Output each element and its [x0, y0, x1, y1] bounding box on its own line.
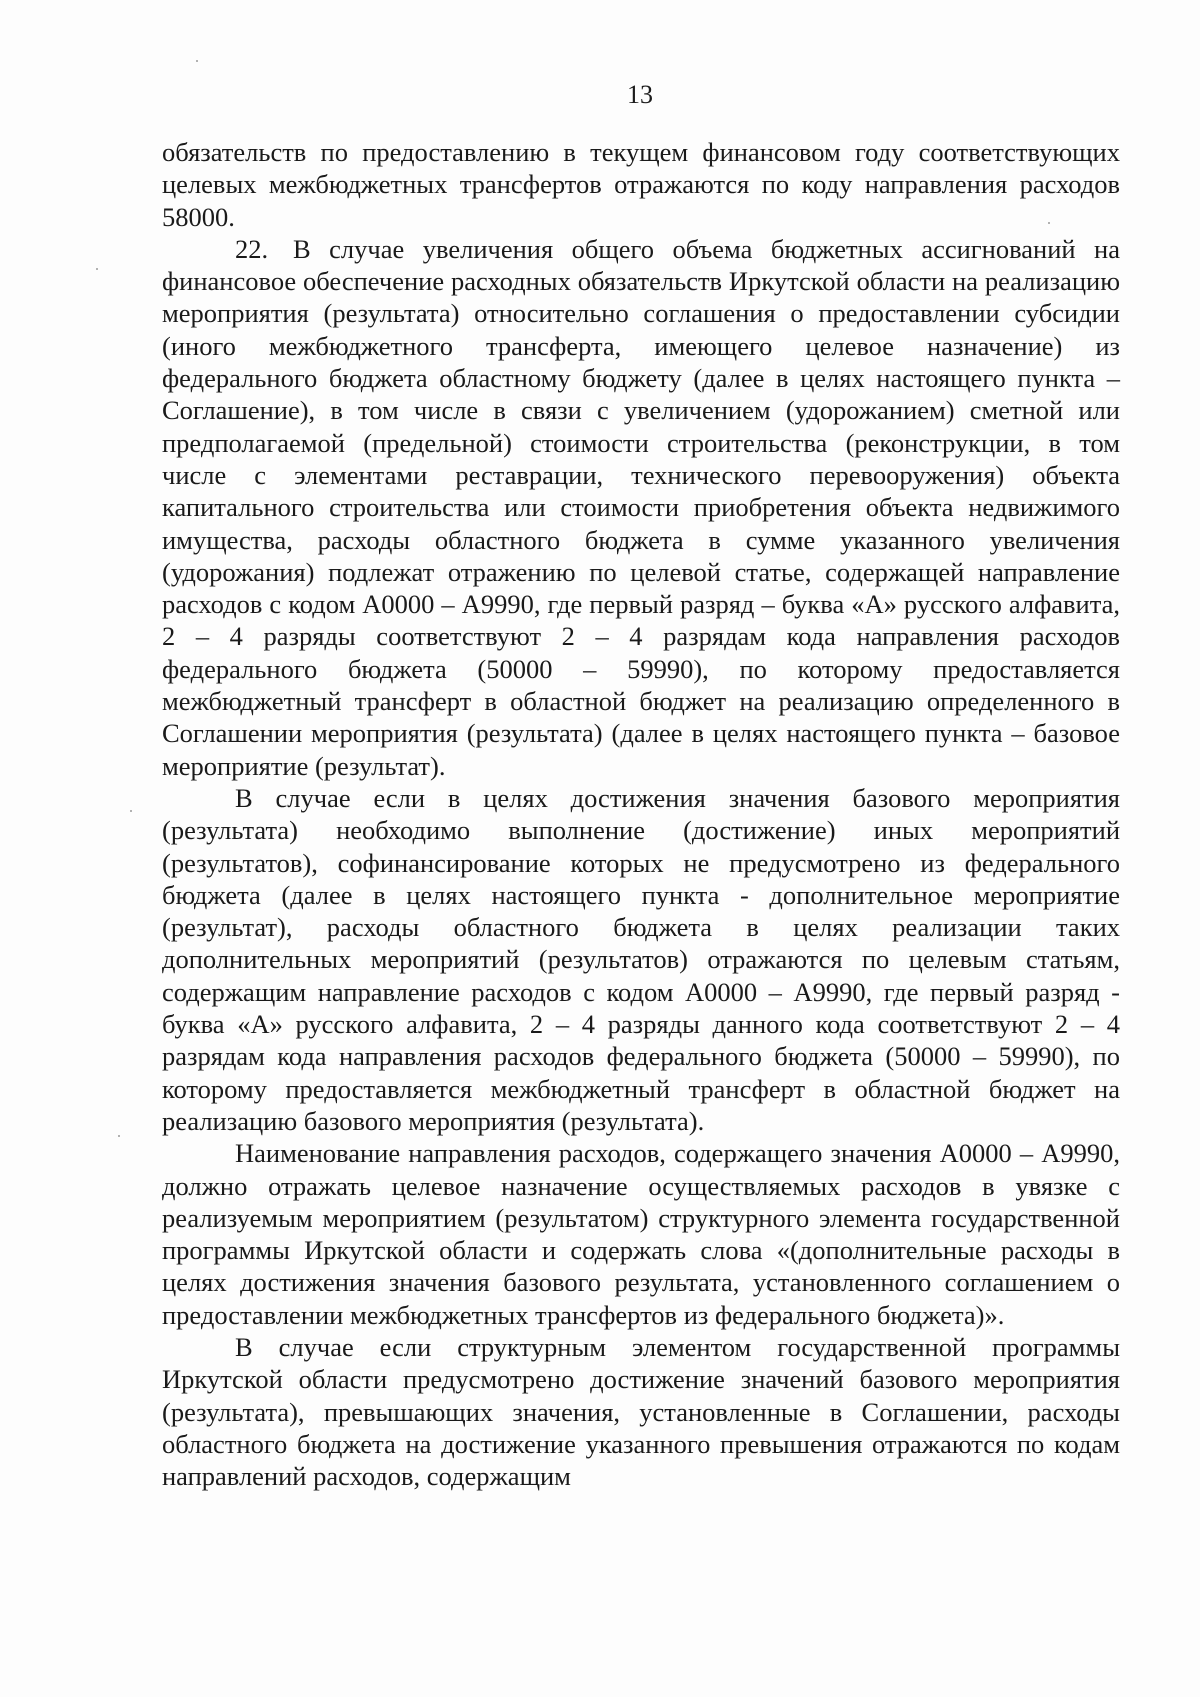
scan-speck	[96, 268, 98, 270]
paragraph-clause-22	[162, 233, 1120, 782]
clause-text: В случае увеличения общего объема бюджетных ассигнований на финансовое обеспечение расходных обязательств Иркутской области на реализацию мероприятия (результата) относительно соглашения о предоставлении субсидии (иного межбюджетного трансферта, имеющего целевое назначение) из федерального бюджета областному бюджету (далее в целях настоящего пункта – Соглашение), в том числе в связи с увеличением (удорожанием) сметной или предполагаемой (предельной) стоимости строительства (реконструкции, в том числе с элементами реставрации, технического перевооружения) объекта капитального строительства или стоимости приобретения объекта недвижимого имущества, расходы областного бюджета в сумме указанного увеличения (удорожания) подлежат отражению по целевой статье, содержащей направление расходов с кодом А0000 – А9990, где первый разряд – буква «А» русского алфавита, 2 – 4 разряды соответствуют 2 – 4 разрядам кода направления расходов федерального бюджета (50000 – 59990), по которому предоставляется межбюджетный трансферт в областной бюджет на реализацию определенного в Соглашении мероприятия (результата) (далее в целях настоящего пункта – базовое мероприятие (результат).	[162, 233, 1120, 781]
document-body	[162, 136, 1120, 1492]
paragraph-excess-values: В случае если структурным элементом государственной программы Иркутской области предусмотрено достижение значений базового мероприятия (результата), превышающих значения, установленные в Соглашении, расходы областного бюджета на достижение указанного превышения отражаются по кодам направлений расходов, содержащим	[162, 1331, 1120, 1492]
paragraph-continuation: обязательств по предоставлению в текущем финансовом году соответствующих целевых межбюджетных трансфертов отражаются по коду направления расходов 58000.	[162, 137, 1120, 232]
scan-speck	[130, 810, 132, 812]
paragraph-additional-measures: В случае если в целях достижения значения базового мероприятия (результата) необходимо выполнение (достижение) иных мероприятий (результатов), софинансирование которых не предусмотрено из федерального бюджета (далее в целях настоящего пункта - дополнительное мероприятие (результат), расходы областного бюджета в целях реализации таких дополнительных мероприятий (результатов) отражаются по целевым статьям, содержащим направление расходов с кодом А0000 – А9990, где первый разряд - буква «А» русского алфавита, 2 – 4 разряды данного кода соответствуют 2 – 4 разрядам кода направления расходов федерального бюджета (50000 – 59990), по которому предоставляется межбюджетный трансферт в областной бюджет на реализацию базового мероприятия (результата).	[162, 782, 1120, 1136]
scan-speck	[1048, 222, 1050, 224]
clause-number: 22.	[235, 233, 269, 264]
scan-speck	[196, 60, 198, 62]
paragraph-naming-rule: Наименование направления расходов, содержащего значения А0000 – А9990, должно отражать целевое назначение осуществляемых расходов в увязке с реализуемым мероприятием (результатом) структурного элемента государственной программы Иркутской области и содержать слова «(дополнительные расходы в целях достижения значения базового результата, установленного соглашением о предоставлении межбюджетных трансфертов из федерального бюджета)».	[162, 1138, 1120, 1330]
page-number: 13	[627, 80, 653, 109]
scan-speck	[118, 1135, 120, 1137]
